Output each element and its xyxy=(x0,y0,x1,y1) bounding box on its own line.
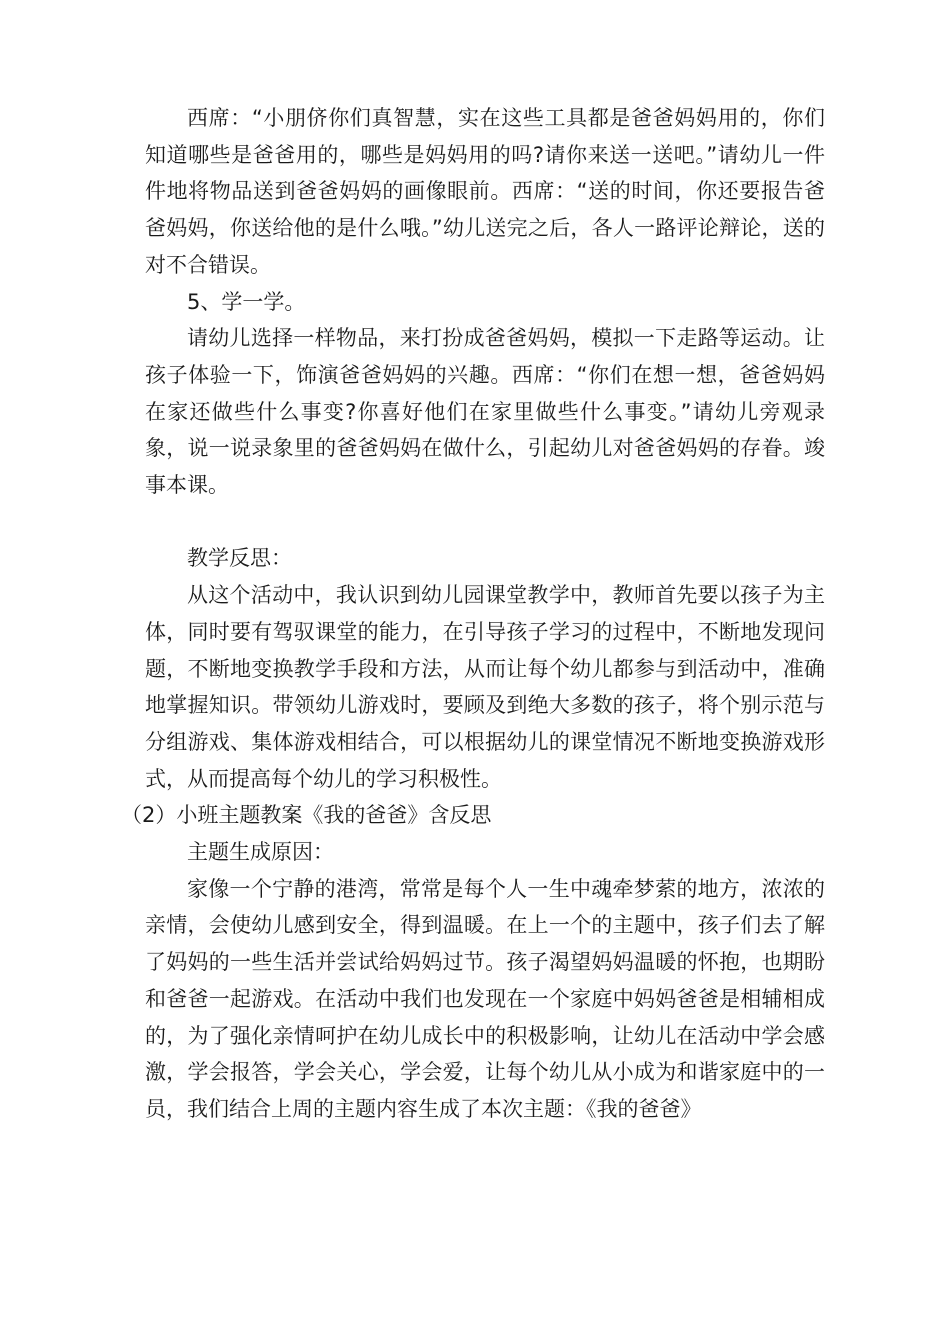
theme-reason-heading: 主题生成原因： xyxy=(187,840,334,865)
reflection-heading: 教学反思： xyxy=(187,546,292,571)
blank-line xyxy=(145,504,825,541)
theme-reason-paragraph: 家像一个宁静的港湾，常常是每个人一生中魂牵梦萦的地方，浓浓的亲情，会使幼儿感到安全，得到温暖。在上一个的主题中，孩子们去了解了妈妈的一些生活并尝试给妈妈过节。孩子渴望妈妈温暖的怀抱，也期盼和爸爸一起游戏。在活动中我们也发现在一个家庭中妈妈爸爸是相辅相成的，为了强化亲情呵护在幼儿成长中的积极影响，让幼儿在活动中学会感激，学会报答，学会关心，学会爱，让每个幼儿从小成为和谐家庭中的一员，我们结合上周的主题内容生成了本次主题：《我的爸爸》 xyxy=(145,876,825,1121)
document-body xyxy=(121,100,825,1128)
paragraph-role-play: 请幼儿选择一样物品，来打扮成爸爸妈妈，模拟一下走路等运动。让孩子体验一下，饰演爸爸妈妈的兴趣。西席：“你们在想一想，爸爸妈妈在家还做些什么事变?你喜好他们在家里做些什么事变。”请幼儿旁观录象，说一说录象里的爸爸妈妈在做什么，引起幼儿对爸爸妈妈的存眷。竣事本课。 xyxy=(145,326,825,498)
paragraph-teacher-dialogue: 西席：“小朋侪你们真智慧，实在这些工具都是爸爸妈妈用的，你们知道哪些是爸爸用的，哪些是妈妈用的吗?请你来送一送吧。”请幼儿一件件地将物品送到爸爸妈妈的画像眼前。西席：“送的时间，你还要报告爸爸妈妈，你送给他的是什么哦。”幼儿送完之后，各人一路评论辩论，送的对不合错误。 xyxy=(145,106,825,277)
section-title: （2）小班主题教案《我的爸爸》含反思 xyxy=(121,803,492,828)
step-heading-learn: 5、学一学。 xyxy=(187,289,306,314)
reflection-paragraph: 从这个活动中，我认识到幼儿园课堂教学中，教师首先要以孩子为主体，同时要有驾驭课堂的能力，在引导孩子学习的过程中，不断地发现问题，不断地变换教学手段和方法，从而让每个幼儿都参与到活动中，准确地掌握知识。带领幼儿游戏时，要顾及到绝大多数的孩子，将个别示范与分组游戏、集体游戏相结合，可以根据幼儿的课堂情况不断地变换游戏形式，从而提高每个幼儿的学习积极性。 xyxy=(145,583,825,791)
